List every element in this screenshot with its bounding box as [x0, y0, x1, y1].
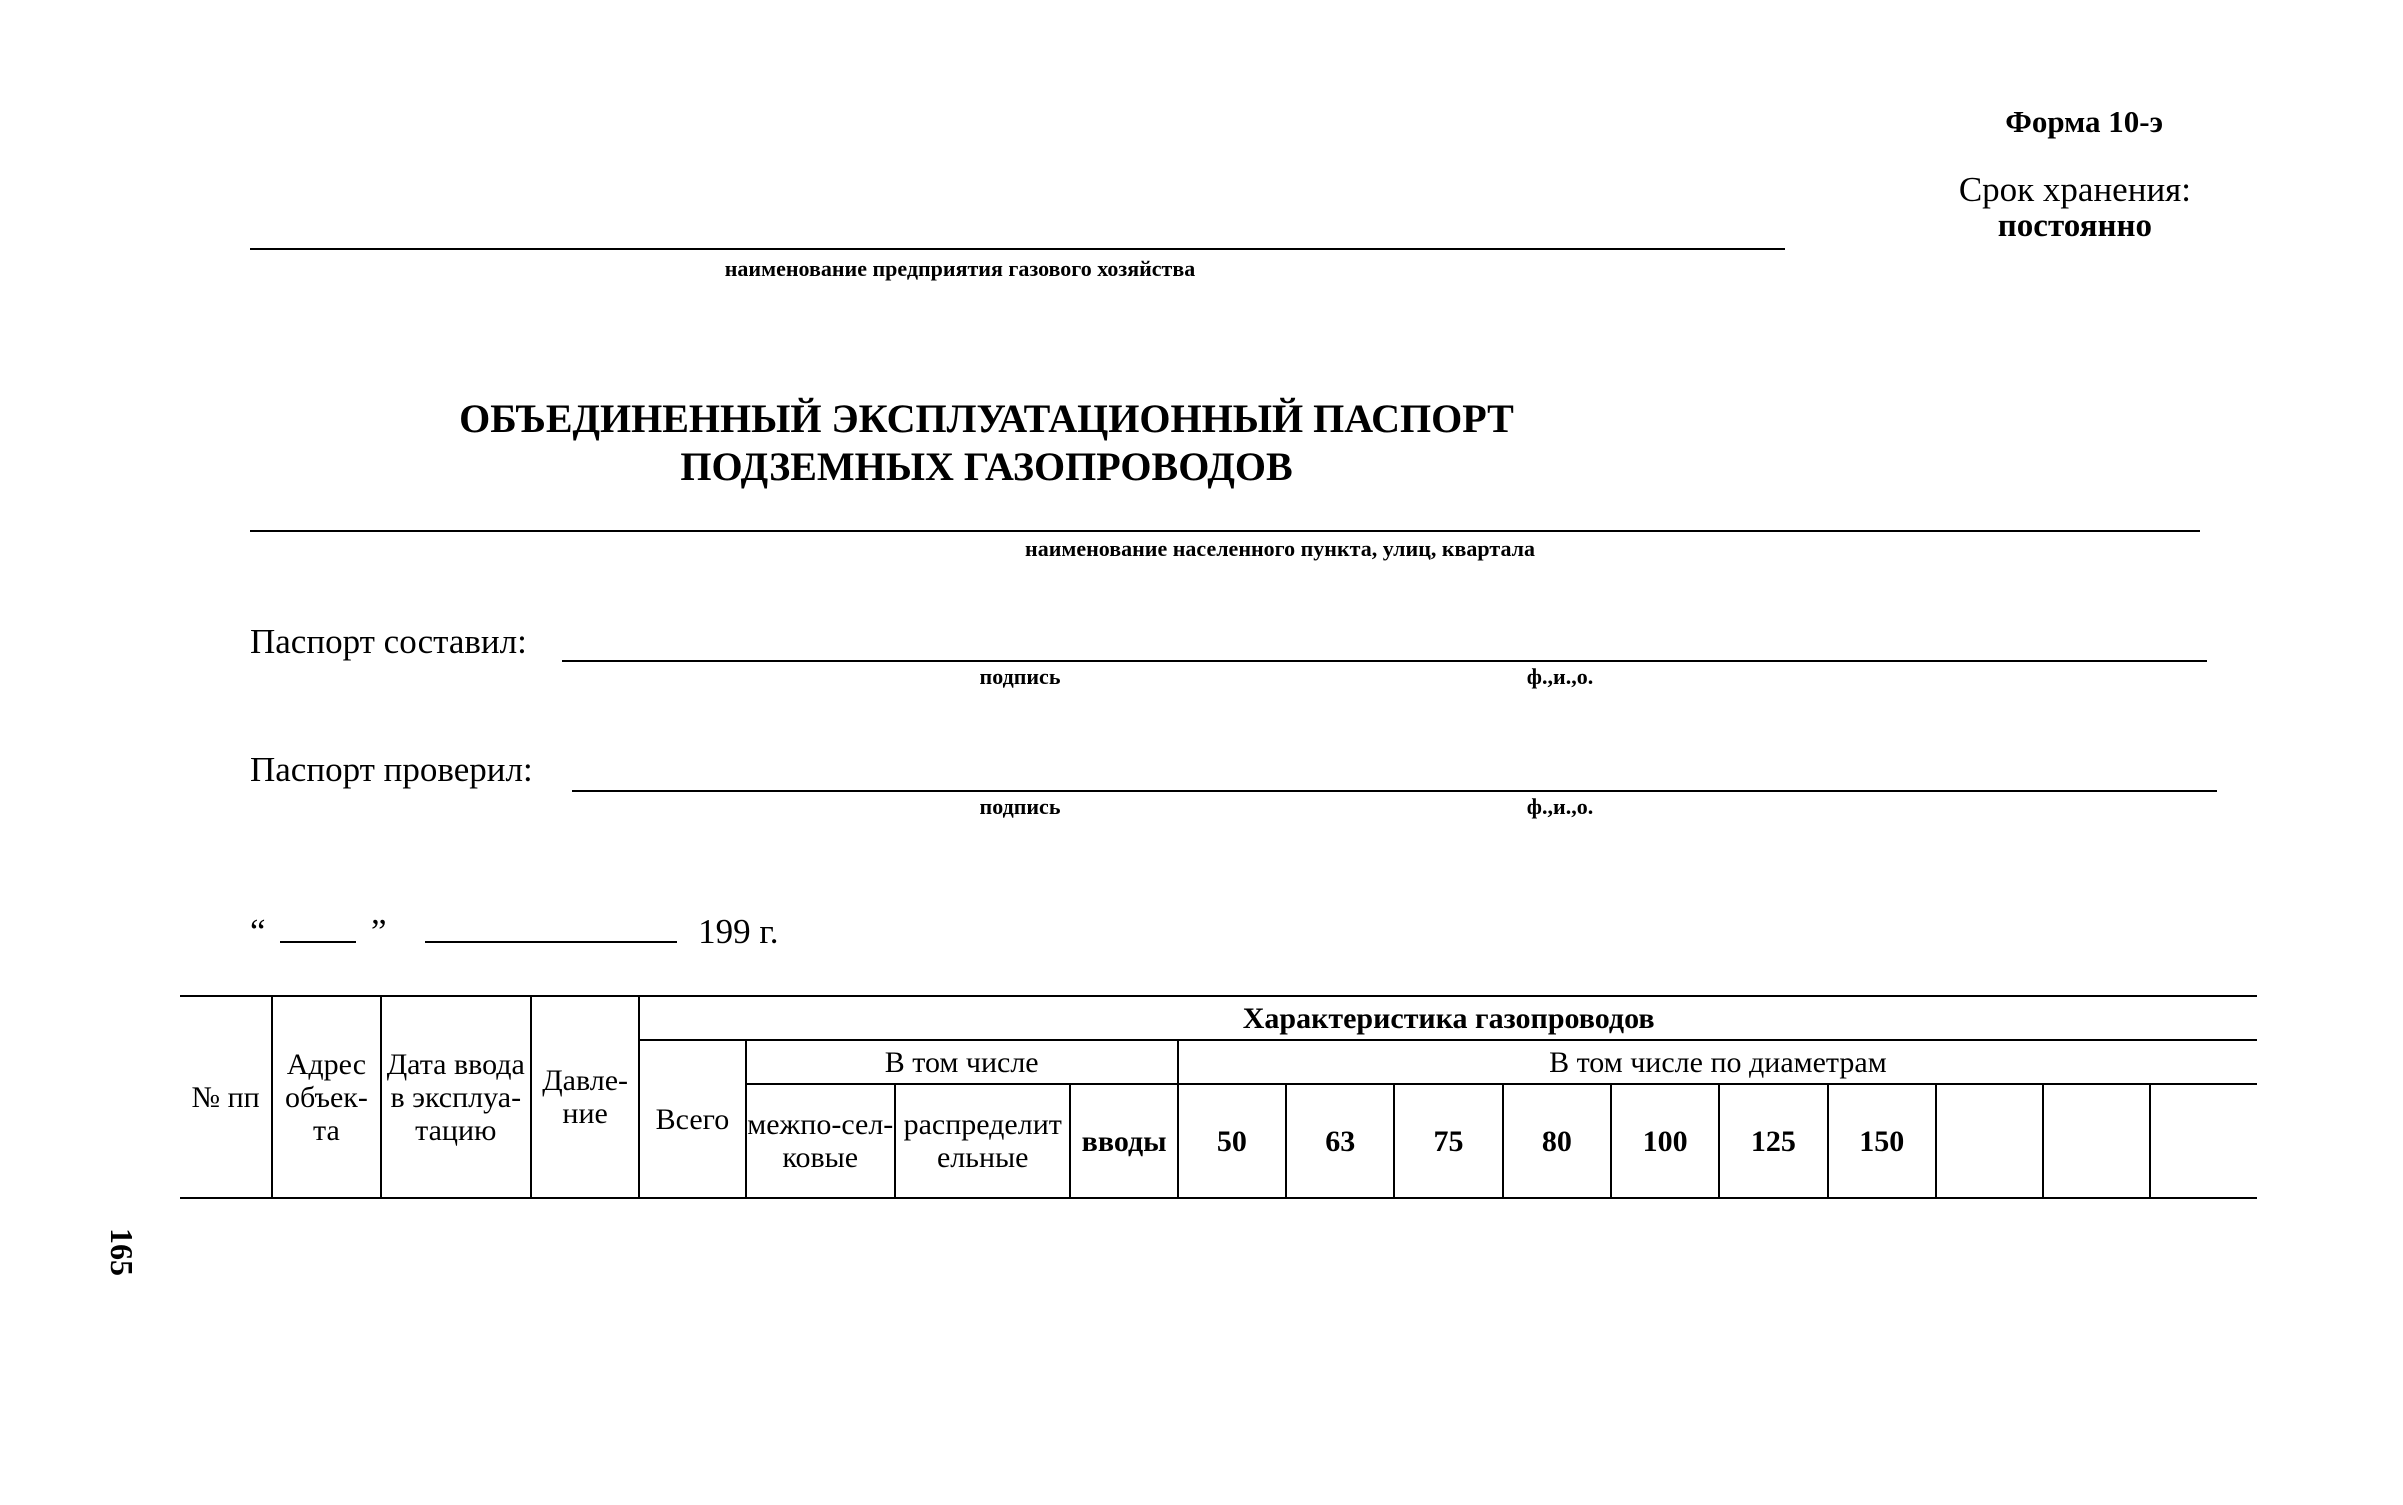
diameter-125: 125 — [1719, 1084, 1827, 1198]
date-row — [250, 912, 779, 952]
diameter-63: 63 — [1286, 1084, 1394, 1198]
col-distribution-header: распределит ельные — [895, 1084, 1071, 1198]
group-header: Характеристика газопроводов — [639, 996, 2257, 1040]
storage-value: постоянно — [1997, 208, 2152, 244]
page-number: 165 — [104, 1228, 140, 1276]
diameter-75: 75 — [1394, 1084, 1502, 1198]
col-pressure-header: Давле-ние — [531, 996, 639, 1198]
checked-signature-caption: подпись — [979, 794, 1061, 819]
col-address-header: Адрес объек-та — [272, 996, 380, 1198]
checked-name-caption: ф.,и.,о. — [1526, 794, 1594, 819]
locality-caption: наименование населенного пункта, улиц, квартала — [1025, 536, 1535, 561]
col-number-header: № пп — [180, 996, 272, 1198]
checked-by-label: Паспорт проверил: — [250, 750, 533, 789]
locality-line — [250, 530, 2200, 532]
title-line-1: ОБЪЕДИНЕННЫЙ ЭКСПЛУАТАЦИОННЫЙ ПАСПОРТ — [459, 396, 1514, 441]
compiled-name-caption: ф.,и.,о. — [1526, 664, 1594, 689]
day-blank — [280, 941, 356, 943]
diameter-blank-3 — [2150, 1084, 2257, 1198]
diameter-100: 100 — [1611, 1084, 1719, 1198]
form-number: Форма 10-э — [2005, 104, 2163, 139]
title-line-2: ПОДЗЕМНЫХ ГАЗОПРОВОДОВ — [680, 444, 1293, 489]
month-blank — [425, 941, 677, 943]
col-intersettlement-header: межпо-сел-ковые — [746, 1084, 895, 1198]
diameter-50: 50 — [1178, 1084, 1286, 1198]
year-suffix: 199 г. — [698, 912, 779, 951]
pipeline-table — [180, 995, 2257, 1199]
diameter-blank-2 — [2043, 1084, 2150, 1198]
document-title — [0, 395, 2403, 491]
storage-period — [1959, 172, 2191, 244]
compiled-by-label: Паспорт составил: — [250, 622, 527, 661]
diameter-blank-1 — [1936, 1084, 2043, 1198]
date-quote-open: “ — [250, 912, 266, 951]
subgroup-diameters-header: В том числе по диаметрам — [1178, 1040, 2257, 1084]
checked-by-line — [572, 790, 2217, 792]
storage-label: Срок хранения: — [1958, 170, 2191, 209]
date-quote-close: ” — [371, 912, 387, 951]
enterprise-line — [250, 248, 1785, 250]
compiled-signature-caption: подпись — [979, 664, 1061, 689]
diameter-80: 80 — [1503, 1084, 1611, 1198]
col-date-header: Дата ввода в эксплуа-тацию — [381, 996, 531, 1198]
diameter-150: 150 — [1828, 1084, 1936, 1198]
col-inlets-header: вводы — [1070, 1084, 1177, 1198]
compiled-by-line — [562, 660, 2207, 662]
col-total-header: Всего — [639, 1040, 745, 1198]
subgroup-including-header: В том числе — [746, 1040, 1178, 1084]
enterprise-caption: наименование предприятия газового хозяйства — [724, 256, 1196, 281]
